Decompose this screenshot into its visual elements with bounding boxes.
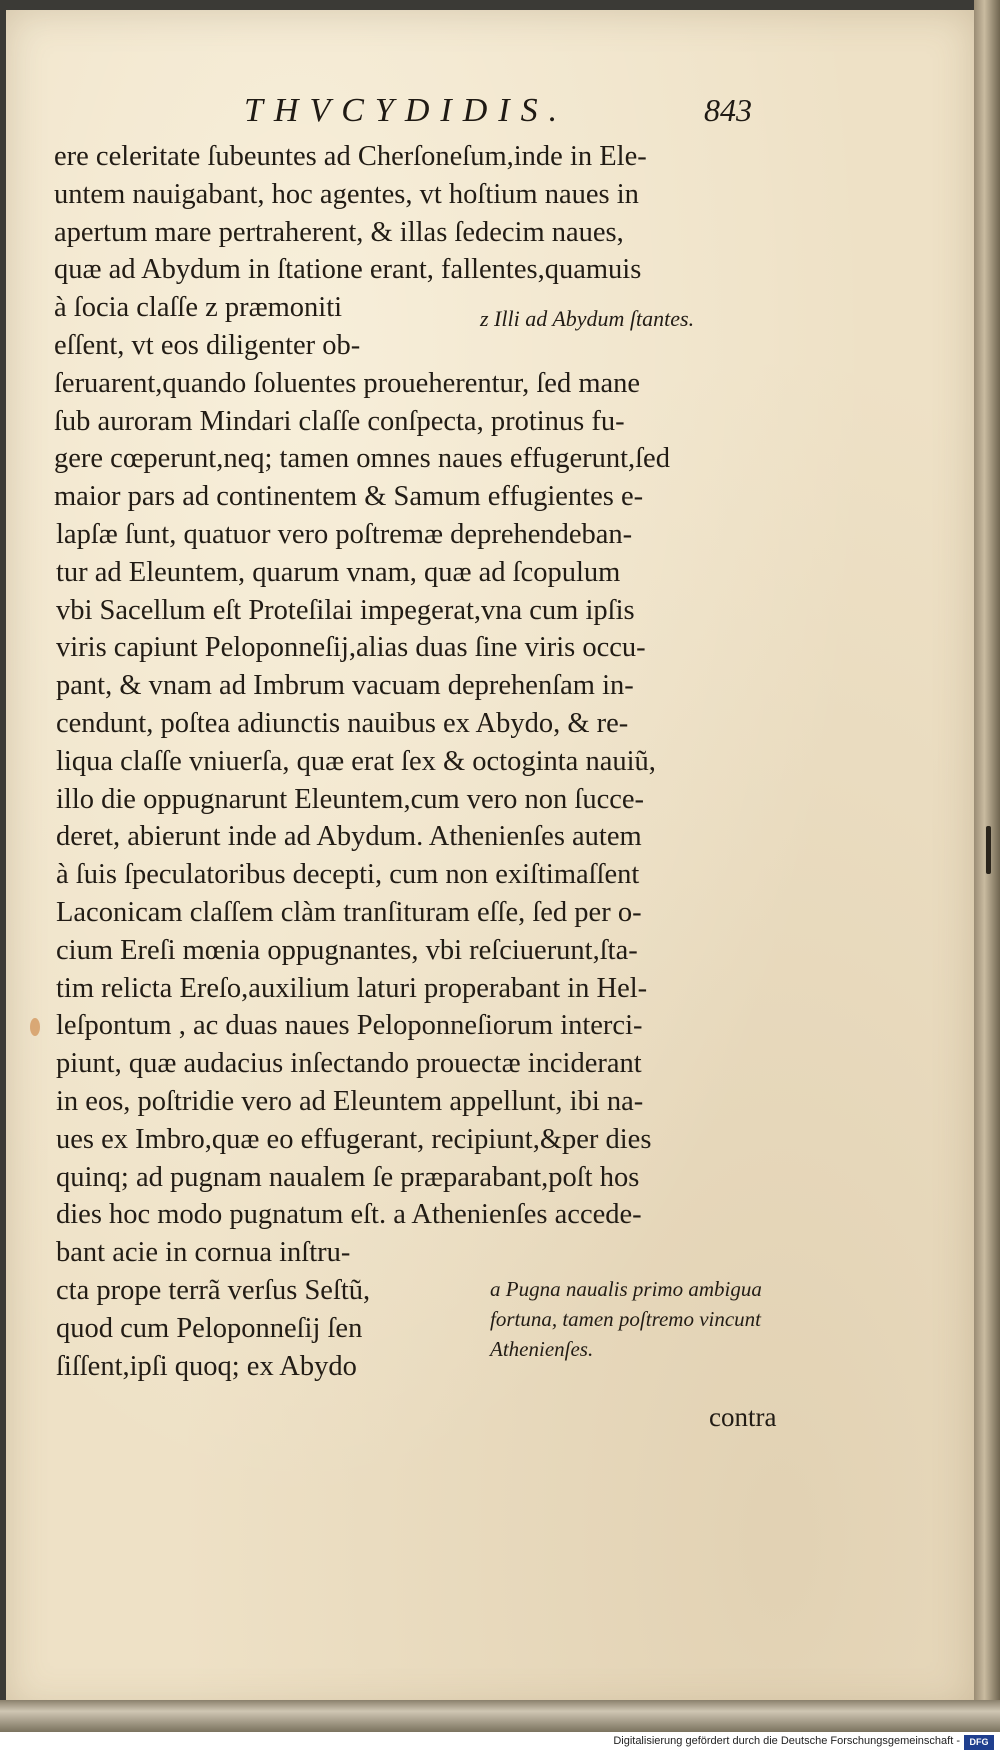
text-line: dies hoc modo pugnatum eſt. a Athenienſes accede- — [56, 1199, 642, 1231]
text-line: liqua claſſe vniuerſa, quæ erat ſex & octoginta nauiũ, — [56, 745, 656, 777]
text-line: tim relicta Ereſo,auxilium laturi properabant in Hel- — [56, 972, 648, 1004]
marginal-note-a: a Pugna naualis primo ambigua fortuna, tamen poſtremo vincunt Athenienſes. — [490, 1277, 762, 1361]
text-line: eſſent, vt eos diligenter ob- — [54, 329, 361, 361]
text-line: Laconicam claſſem clàm tranſituram eſſe, ſed per o- — [56, 896, 642, 928]
text-line: apertum mare pertraherent, & illas ſedecim naues, — [54, 216, 624, 248]
text-line: tur ad Eleuntem, quarum vnam, quæ ad ſcopulum — [56, 556, 621, 588]
dfg-logo: DFG — [964, 1735, 994, 1750]
text-line: vbi Sacellum eſt Proteſilai impegerat,vna cum ipſis — [56, 594, 635, 626]
text-line: bant acie in cornua inſtru- — [56, 1237, 351, 1269]
footer-strip — [0, 1732, 1000, 1754]
text-line: leſpontum , ac duas naues Peloponneſiorum interci- — [56, 1010, 643, 1042]
text-line: ſub auroram Mindari claſſe conſpecta, protinus fu- — [54, 405, 625, 437]
text-line: ere celeritate ſubeuntes ad Cherſoneſum,inde in Ele- — [54, 141, 647, 172]
text-line: in eos, poſtridie vero ad Eleuntem appellunt, ibi na- — [56, 1085, 644, 1117]
text-line: viris capiunt Peloponneſij,alias duas ſine viris occu- — [56, 632, 646, 664]
ink-blot — [30, 1018, 40, 1036]
text-line: gere cœperunt,neq; tamen omnes naues effugerunt,ſed — [54, 443, 670, 475]
text-line: cendunt, poſtea adiunctis nauibus ex Abydo, & re- — [56, 707, 629, 739]
book-page — [6, 10, 974, 1710]
marginal-note-z: z Illi ad Abydum ſtantes. — [480, 306, 695, 331]
text-line: untem nauigabant, hoc agentes, vt hoſtium naues in — [54, 178, 639, 210]
text-line: cta prope terrã verſus Seſtũ, — [56, 1274, 371, 1306]
text-line: ues ex Imbro,quæ eo effugerant, recipiunt,&per dies — [56, 1123, 652, 1155]
text-line: pant, & vnam ad Imbrum vacuam deprehenſam in- — [56, 670, 634, 702]
page-header — [6, 92, 974, 136]
text-line: à ſocia claſſe z præmoniti — [54, 292, 343, 324]
text-line: cium Ereſi mœnia oppugnantes, vbi reſciuerunt,ſta- — [56, 934, 638, 966]
text-line: lapſæ ſunt, quatuor vero poſtremæ deprehendeban- — [56, 518, 633, 550]
text-line: maior pars ad continentem & Samum effugientes e- — [54, 481, 644, 513]
digitization-credit: Digitalisierung gefördert durch die Deutsche Forschungsgemeinschaft - — [613, 1735, 960, 1747]
text-line: piunt, quæ audacius inſectando prouectæ inciderant — [56, 1048, 642, 1080]
text-line: illo die oppugnarunt Eleuntem,cum vero non ſucce- — [56, 783, 645, 815]
page-number: 843 — [704, 92, 752, 128]
binding-mark — [986, 826, 991, 874]
text-line: quinq; ad pugnam naualem ſe præparabant,poſt hos — [56, 1161, 640, 1193]
text-line: quæ ad Abydum in ſtatione erant, fallentes,quamuis — [54, 254, 642, 286]
catchword: contra — [709, 1402, 777, 1432]
text-line: deret, abierunt inde ad Abydum. Athenienſes autem — [56, 821, 642, 853]
text-line: à ſuis ſpeculatoribus decepti, cum non exiſtimaſſent — [56, 859, 640, 891]
text-line: ſeruarent,quando ſoluentes proueherentur, ſed mane — [54, 367, 641, 399]
text-line: quod cum Peloponneſij ſen — [56, 1312, 363, 1344]
running-title: THVCYDIDIS. — [244, 92, 569, 129]
page-edge-bottom — [0, 1700, 1000, 1732]
text-line: ſiſſent,ipſi quoq; ex Abydo — [56, 1350, 357, 1382]
